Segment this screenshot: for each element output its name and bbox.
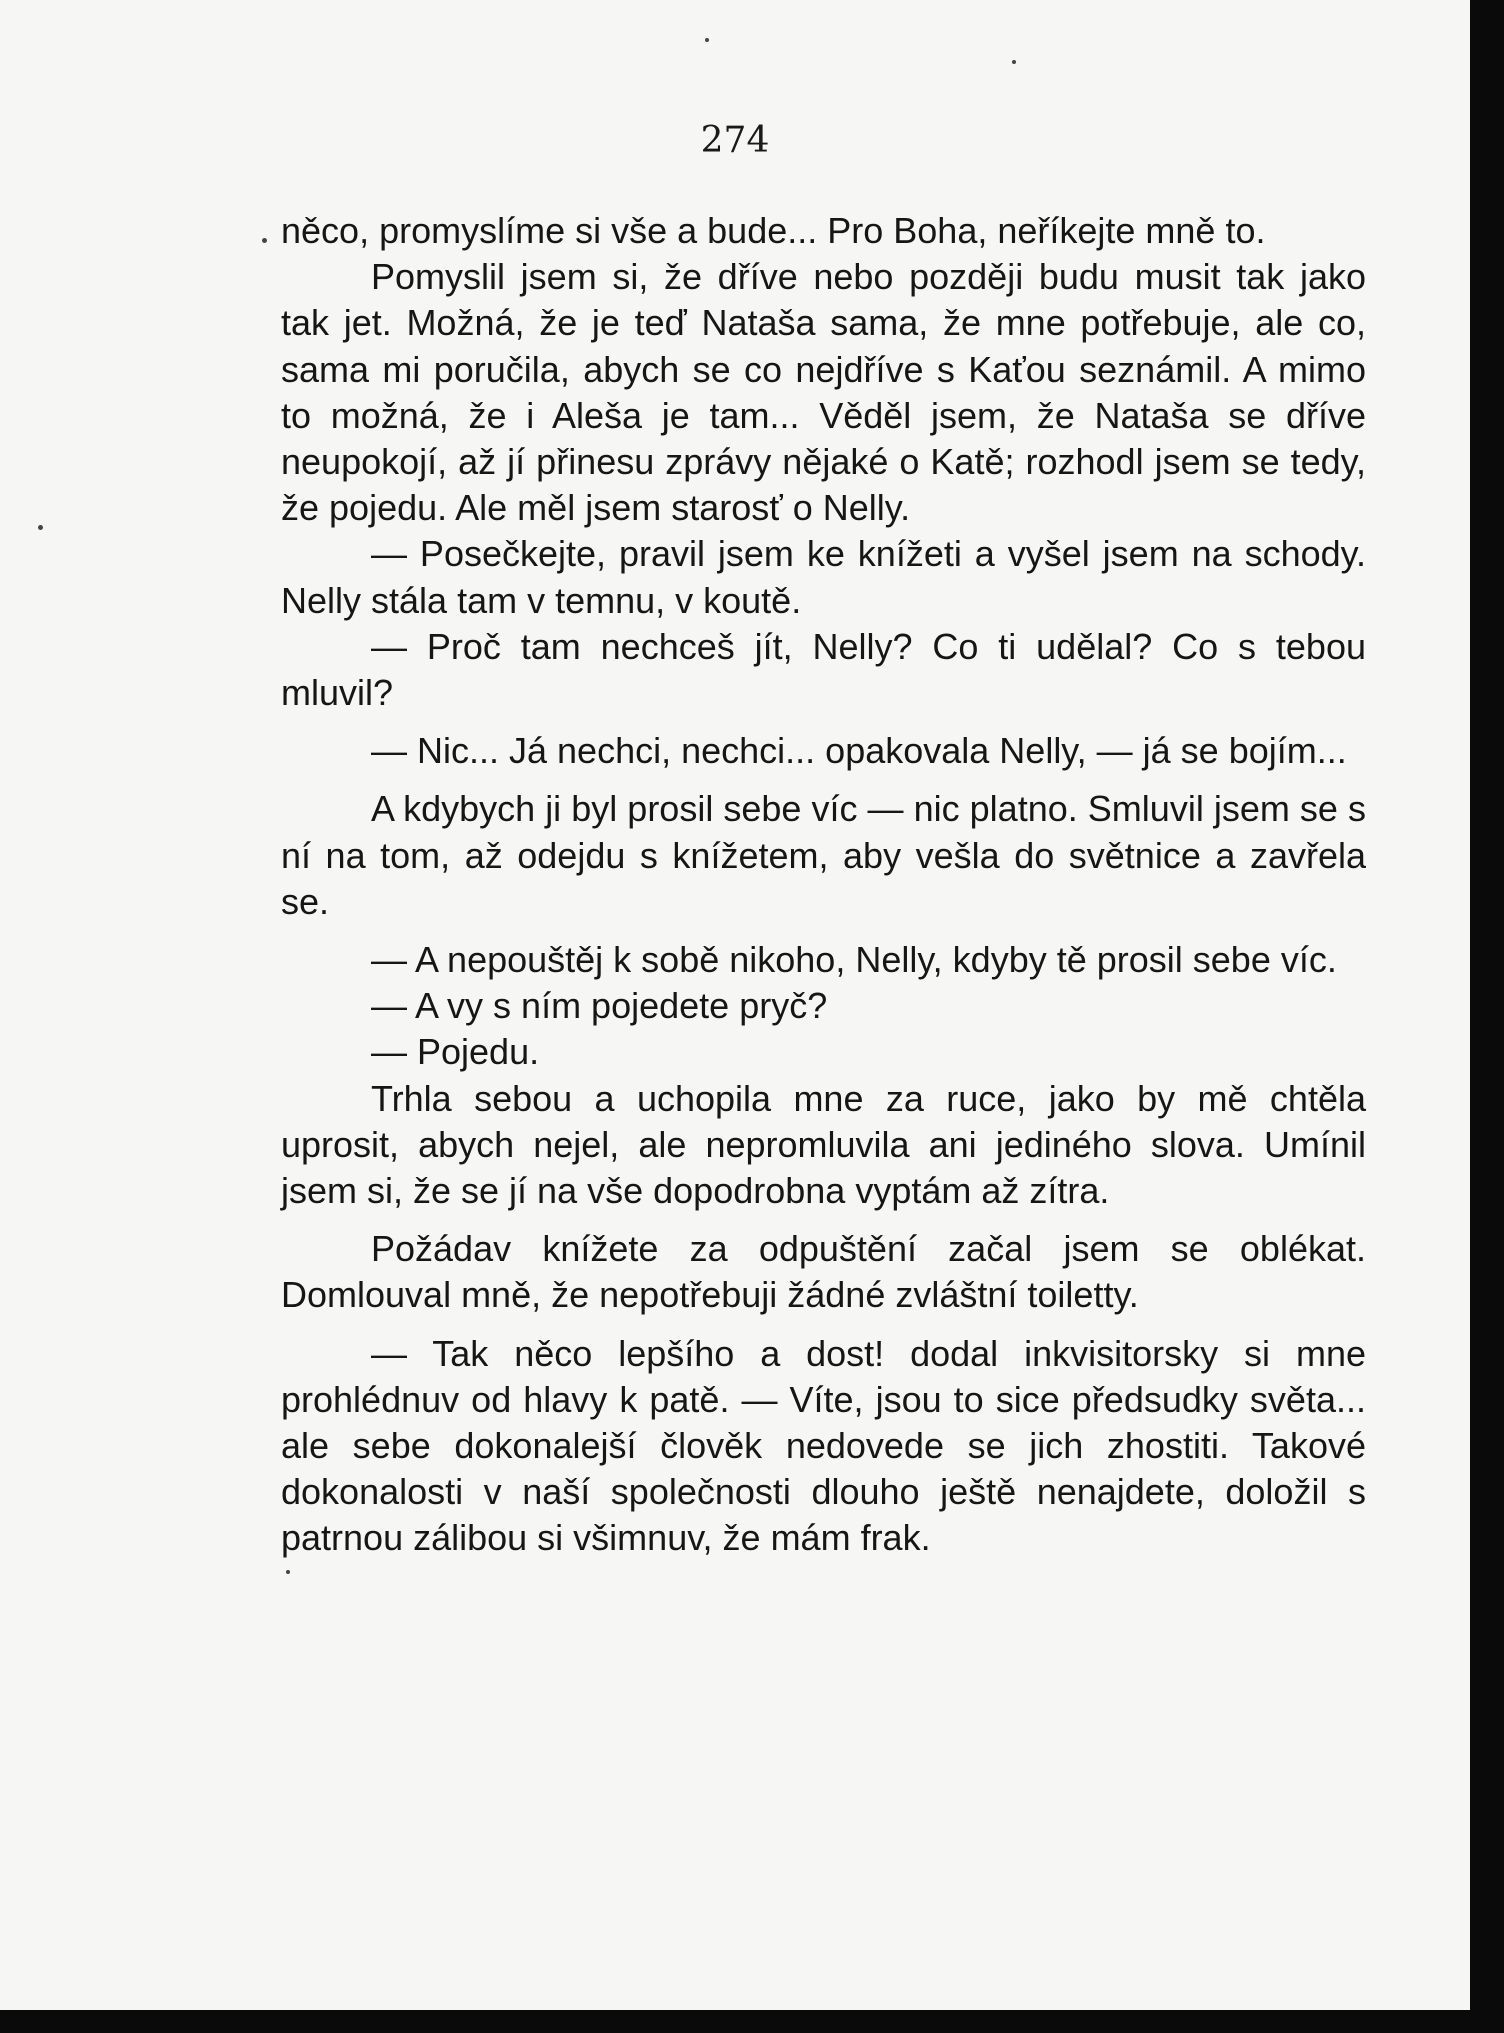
- paragraph-11: Požádav knížete za odpuštění začal jsem se oblékat. Domlouval mně, že nepotřebuji žádné zvláštní toiletty.: [281, 1228, 1366, 1316]
- scan-speck: [1012, 60, 1016, 64]
- paragraph-8: — A vy s ním pojedete pryč?: [371, 985, 828, 1027]
- paragraph-10: Trhla sebou a uchopila mne za ruce, jako by mě chtěla uprosit, abych nejel, ale nepromluvila ani jediného slova. Umínil jsem si, že se jí na vše dopodrobna vyptám až zítra.: [281, 1077, 1366, 1212]
- scan-speck: [286, 1570, 290, 1574]
- scan-border-right: [1470, 0, 1504, 2033]
- scan-speck: [705, 38, 709, 42]
- scan-speck: [262, 238, 267, 243]
- scan-border-bottom: [0, 2010, 1504, 2033]
- paragraph-2: Pomyslil jsem si, že dříve nebo později budu musit tak jako tak jet. Možná, že je teď Nataša sama, že mne potřebuje, ale co, sama mi poručila, abych se co nejdříve s Kaťou seznámil. A mimo to možná, že i Aleša je tam... Věděl jsem, že Nataša se dříve neupokojí, až jí přinesu zprávy nějaké o Katě; rozhodl jsem se tedy, že pojedu. Ale měl jsem starosť o Nelly.: [281, 256, 1366, 529]
- paragraph-12: — Tak něco lepšího a dost! dodal inkvisitorsky si mne prohlédnuv od hlavy k patě. — Víte, jsou to sice předsudky světa... ale sebe dokonalejší člověk nedovede se jich zhostiti. Takové dokonalosti v naší společnosti dlouho ještě nenajdete, doložil s patrnou zálibou si všimnuv, že mám frak.: [281, 1332, 1366, 1559]
- scan-speck: [38, 525, 43, 530]
- paragraph-4: — Proč tam nechceš jít, Nelly? Co ti udělal? Co s tebou mluvil?: [281, 625, 1366, 714]
- paragraph-6: A kdybych ji byl prosil sebe víc — nic platno. Smluvil jsem se s ní na tom, až odejdu s knížetem, aby vešla do světnice a zavřela se.: [281, 788, 1366, 922]
- body-text: [281, 208, 1366, 1562]
- paragraph-1: něco, promyslíme si vše a bude... Pro Boha, neříkejte mně to.: [281, 210, 1266, 251]
- page-number: 274: [700, 120, 770, 161]
- paragraph-7: — A nepouštěj k sobě nikoho, Nelly, kdyby tě prosil sebe víc.: [371, 939, 1337, 981]
- paragraph-3: — Posečkejte, pravil jsem ke knížeti a vyšel jsem na schody. Nelly stála tam v temnu, v koutě.: [281, 533, 1366, 621]
- paragraph-5: — Nic... Já nechci, nechci... opakovala Nelly, — já se bojím...: [371, 730, 1347, 772]
- paragraph-9: — Pojedu.: [371, 1031, 540, 1073]
